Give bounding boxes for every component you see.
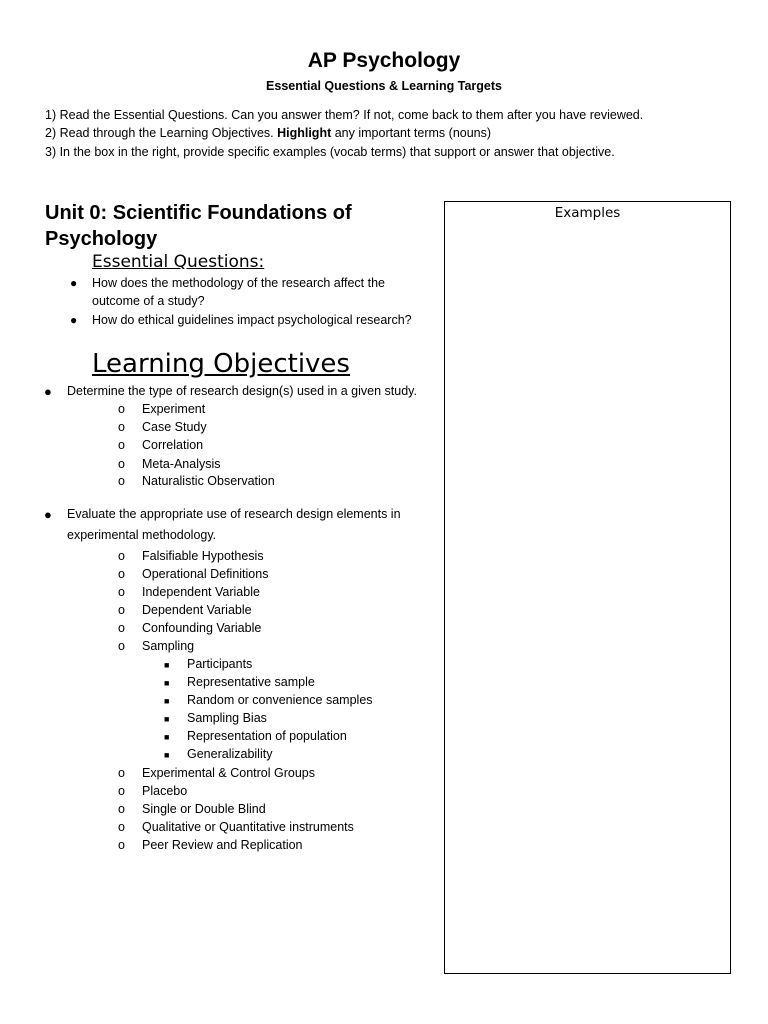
circle-bullet-icon: o	[118, 474, 125, 488]
list-item: Representative sample	[187, 675, 315, 689]
bullet-icon: ●	[44, 507, 52, 522]
list-item: Qualitative or Quantitative instruments	[142, 820, 354, 834]
unit-title: Unit 0: Scientific Foundations of Psychology	[45, 202, 352, 250]
bullet-icon: ●	[44, 384, 52, 399]
circle-bullet-icon: o	[118, 567, 125, 581]
list-item: Naturalistic Observation	[142, 474, 275, 488]
circle-bullet-icon: o	[118, 438, 125, 452]
list-item: Correlation	[142, 438, 204, 452]
circle-bullet-icon: o	[118, 549, 125, 563]
list-item: Independent Variable	[142, 585, 260, 599]
bullet-icon: ●	[70, 276, 78, 290]
list-item: Confounding Variable	[142, 621, 262, 635]
list-item: Sampling	[142, 639, 195, 653]
page-subtitle: Essential Questions & Learning Targets	[266, 79, 502, 93]
list-item: Representation of population	[187, 729, 347, 743]
list-item: Participants	[187, 657, 253, 671]
square-bullet-icon: ■	[164, 678, 170, 688]
list-item: Experiment	[142, 402, 206, 416]
circle-bullet-icon: o	[118, 784, 125, 798]
instruction-line-2	[45, 124, 491, 142]
list-item: Dependent Variable	[142, 603, 252, 617]
circle-bullet-icon: o	[118, 639, 125, 653]
list-item: Operational Definitions	[142, 567, 269, 581]
instruction-line-2-start: 2) Read through the Learning Objectives.	[45, 126, 278, 140]
list-item: Single or Double Blind	[142, 802, 266, 816]
page-title: AP Psychology	[307, 49, 461, 72]
circle-bullet-icon: o	[118, 603, 125, 617]
circle-bullet-icon: o	[118, 802, 125, 816]
circle-bullet-icon: o	[118, 820, 125, 834]
instruction-line-1: 1) Read the Essential Questions. Can you answer them? If not, come back to them after you have reviewed.	[45, 108, 644, 122]
list-item: Falsifiable Hypothesis	[142, 549, 264, 563]
list-item: Generalizability	[187, 747, 273, 761]
circle-bullet-icon: o	[118, 585, 125, 599]
square-bullet-icon: ■	[164, 732, 170, 742]
list-item: Sampling Bias	[187, 711, 267, 725]
essential-question: How do ethical guidelines impact psychological research?	[92, 313, 412, 327]
list-item: Experimental & Control Groups	[142, 766, 315, 780]
instruction-line-2-end: any important terms (nouns)	[331, 126, 492, 140]
circle-bullet-icon: o	[118, 420, 125, 434]
square-bullet-icon: ■	[164, 660, 170, 670]
list-item: Random or convenience samples	[187, 693, 373, 707]
learning-objectives-heading: Learning Objectives	[92, 349, 350, 379]
instruction-line-3: 3) In the box in the right, provide specific examples (vocab terms) that support or answer that objective.	[45, 145, 615, 159]
circle-bullet-icon: o	[118, 766, 125, 780]
circle-bullet-icon: o	[118, 457, 125, 471]
highlight-emphasis: Highlight	[277, 126, 332, 140]
circle-bullet-icon: o	[118, 402, 125, 416]
bullet-icon: ●	[70, 313, 78, 327]
learning-objective: Evaluate the appropriate use of research design elements in experimental methodology.	[67, 507, 401, 542]
essential-question: How does the methodology of the research affect the outcome of a study?	[92, 276, 386, 308]
list-item: Placebo	[142, 784, 188, 798]
learning-objective: Determine the type of research design(s) used in a given study.	[67, 384, 417, 398]
examples-label: Examples	[554, 205, 621, 221]
square-bullet-icon: ■	[164, 750, 170, 760]
examples-box	[444, 201, 731, 974]
list-item: Meta-Analysis	[142, 457, 221, 471]
circle-bullet-icon: o	[118, 838, 125, 852]
circle-bullet-icon: o	[118, 621, 125, 635]
square-bullet-icon: ■	[164, 714, 170, 724]
list-item: Case Study	[142, 420, 207, 434]
list-item: Peer Review and Replication	[142, 838, 303, 852]
square-bullet-icon: ■	[164, 696, 170, 706]
essential-questions-heading: Essential Questions:	[92, 252, 265, 272]
